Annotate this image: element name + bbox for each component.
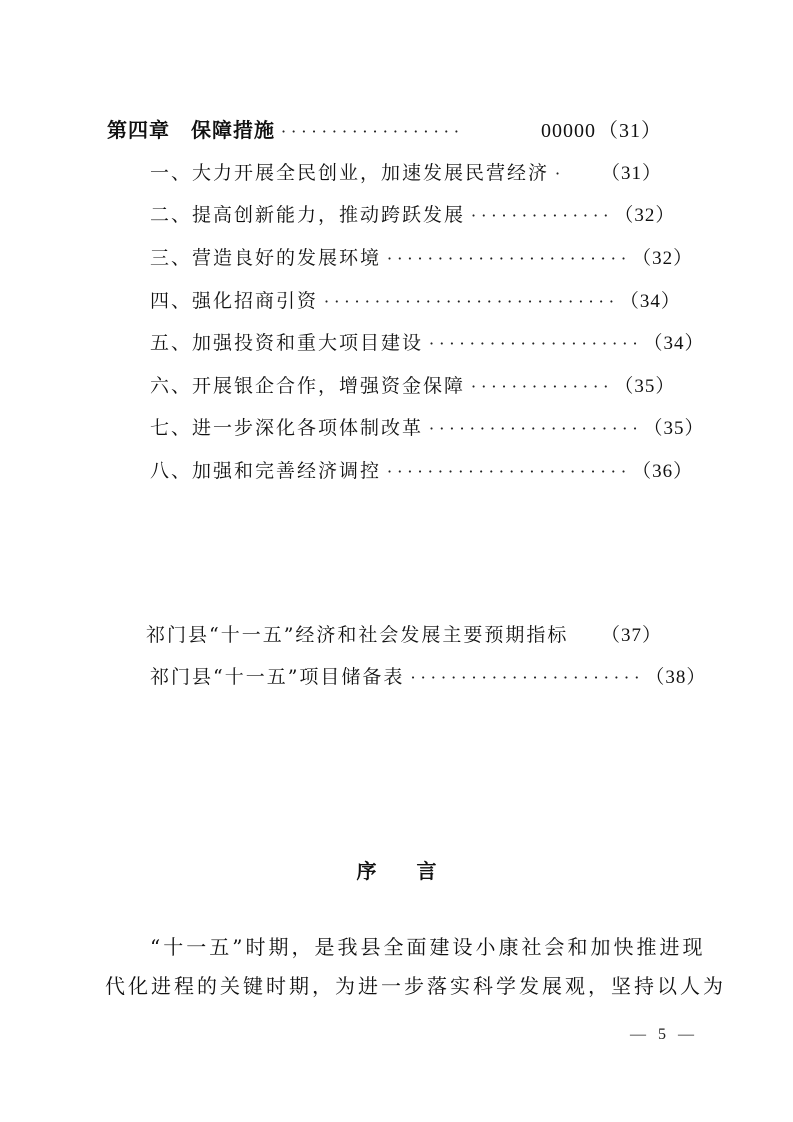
toc-dot-leader: · · · · · · · · · · · · · · · · · · · · · · · · [387,462,627,481]
toc-chapter-title: 第四章 保障措施 [107,118,275,142]
toc-section-title: 三、营造良好的发展环境 [150,247,382,269]
toc-dot-leader: · · · · · · · · · · · · · · [471,206,609,225]
toc-appendix-2[interactable] [150,662,707,689]
toc-page-number: （32） [614,205,676,226]
preface-line-1: “十一五”时期，是我县全面建设小康社会和加快推进现 [150,935,706,959]
toc-page-number: （32） [632,248,694,269]
toc-dot-leader: · · · · · · · · · · · · · · [471,377,609,396]
toc-dot-leader: · · · · · · · · · · · · · · · · · · · · · · · [410,668,640,687]
toc-dot-leader: · · · · · · · · · · · · · · · · · · · · · · · · · · · · · [324,292,614,311]
toc-dot-leader: · · · · · · · · · · · · · · · · · · · · · · · · [387,249,627,268]
toc-dot-leader: · · · · · · · · · · · · · · · · · · [281,122,460,141]
toc-chapter-mark: 00000 [541,120,596,142]
toc-page-number: （35） [614,376,676,397]
toc-section-8[interactable] [150,456,694,483]
toc-section-2[interactable] [150,200,676,227]
toc-dot-leader: · · · · · · · · · · · · · · · · · · · · · [429,419,638,438]
toc-appendix-title: 祁门县“十一五”经济和社会发展主要预期指标 [146,624,569,646]
toc-page-number: （31） [600,163,662,184]
page-number: — 5 — [630,1026,698,1043]
toc-page-number: （38） [645,667,707,688]
toc-section-title: 八、加强和完善经济调控 [150,460,382,482]
toc-appendix-1[interactable] [146,620,662,647]
toc-section-3[interactable] [150,243,694,270]
toc-section-5[interactable] [150,328,705,355]
toc-section-4[interactable] [150,286,681,313]
preface-line-2: 代化进程的关键时期，为进一步落实科学发展观，坚持以人为 [105,974,726,998]
toc-chapter-4[interactable] [107,114,662,143]
toc-appendix-title: 祁门县“十一五”项目储备表 [150,666,405,688]
toc-section-title: 四、强化招商引资 [150,290,319,312]
toc-section-title: 五、加强投资和重大项目建设 [150,332,424,354]
toc-section-6[interactable] [150,371,676,398]
toc-section-title: 二、提高创新能力，推动跨跃发展 [150,204,466,226]
toc-dot-leader: · [555,164,561,183]
toc-page-number: （37） [600,625,662,646]
toc-page-number: （31） [598,120,662,142]
toc-page-number: （34） [619,291,681,312]
toc-dot-leader: · · · · · · · · · · · · · · · · · · · · · [429,334,638,353]
toc-section-title: 六、开展银企合作，增强资金保障 [150,375,466,397]
toc-section-title: 七、进一步深化各项体制改革 [150,417,424,439]
preface-heading: 序言 [356,859,477,883]
toc-section-title: 一、大力开展全民创业，加速发展民营经济 [150,162,550,184]
toc-page-number: （35） [643,418,705,439]
toc-section-7[interactable] [150,413,705,440]
toc-page-number: （36） [632,461,694,482]
toc-section-1[interactable] [150,158,662,185]
toc-page-number: （34） [643,333,705,354]
